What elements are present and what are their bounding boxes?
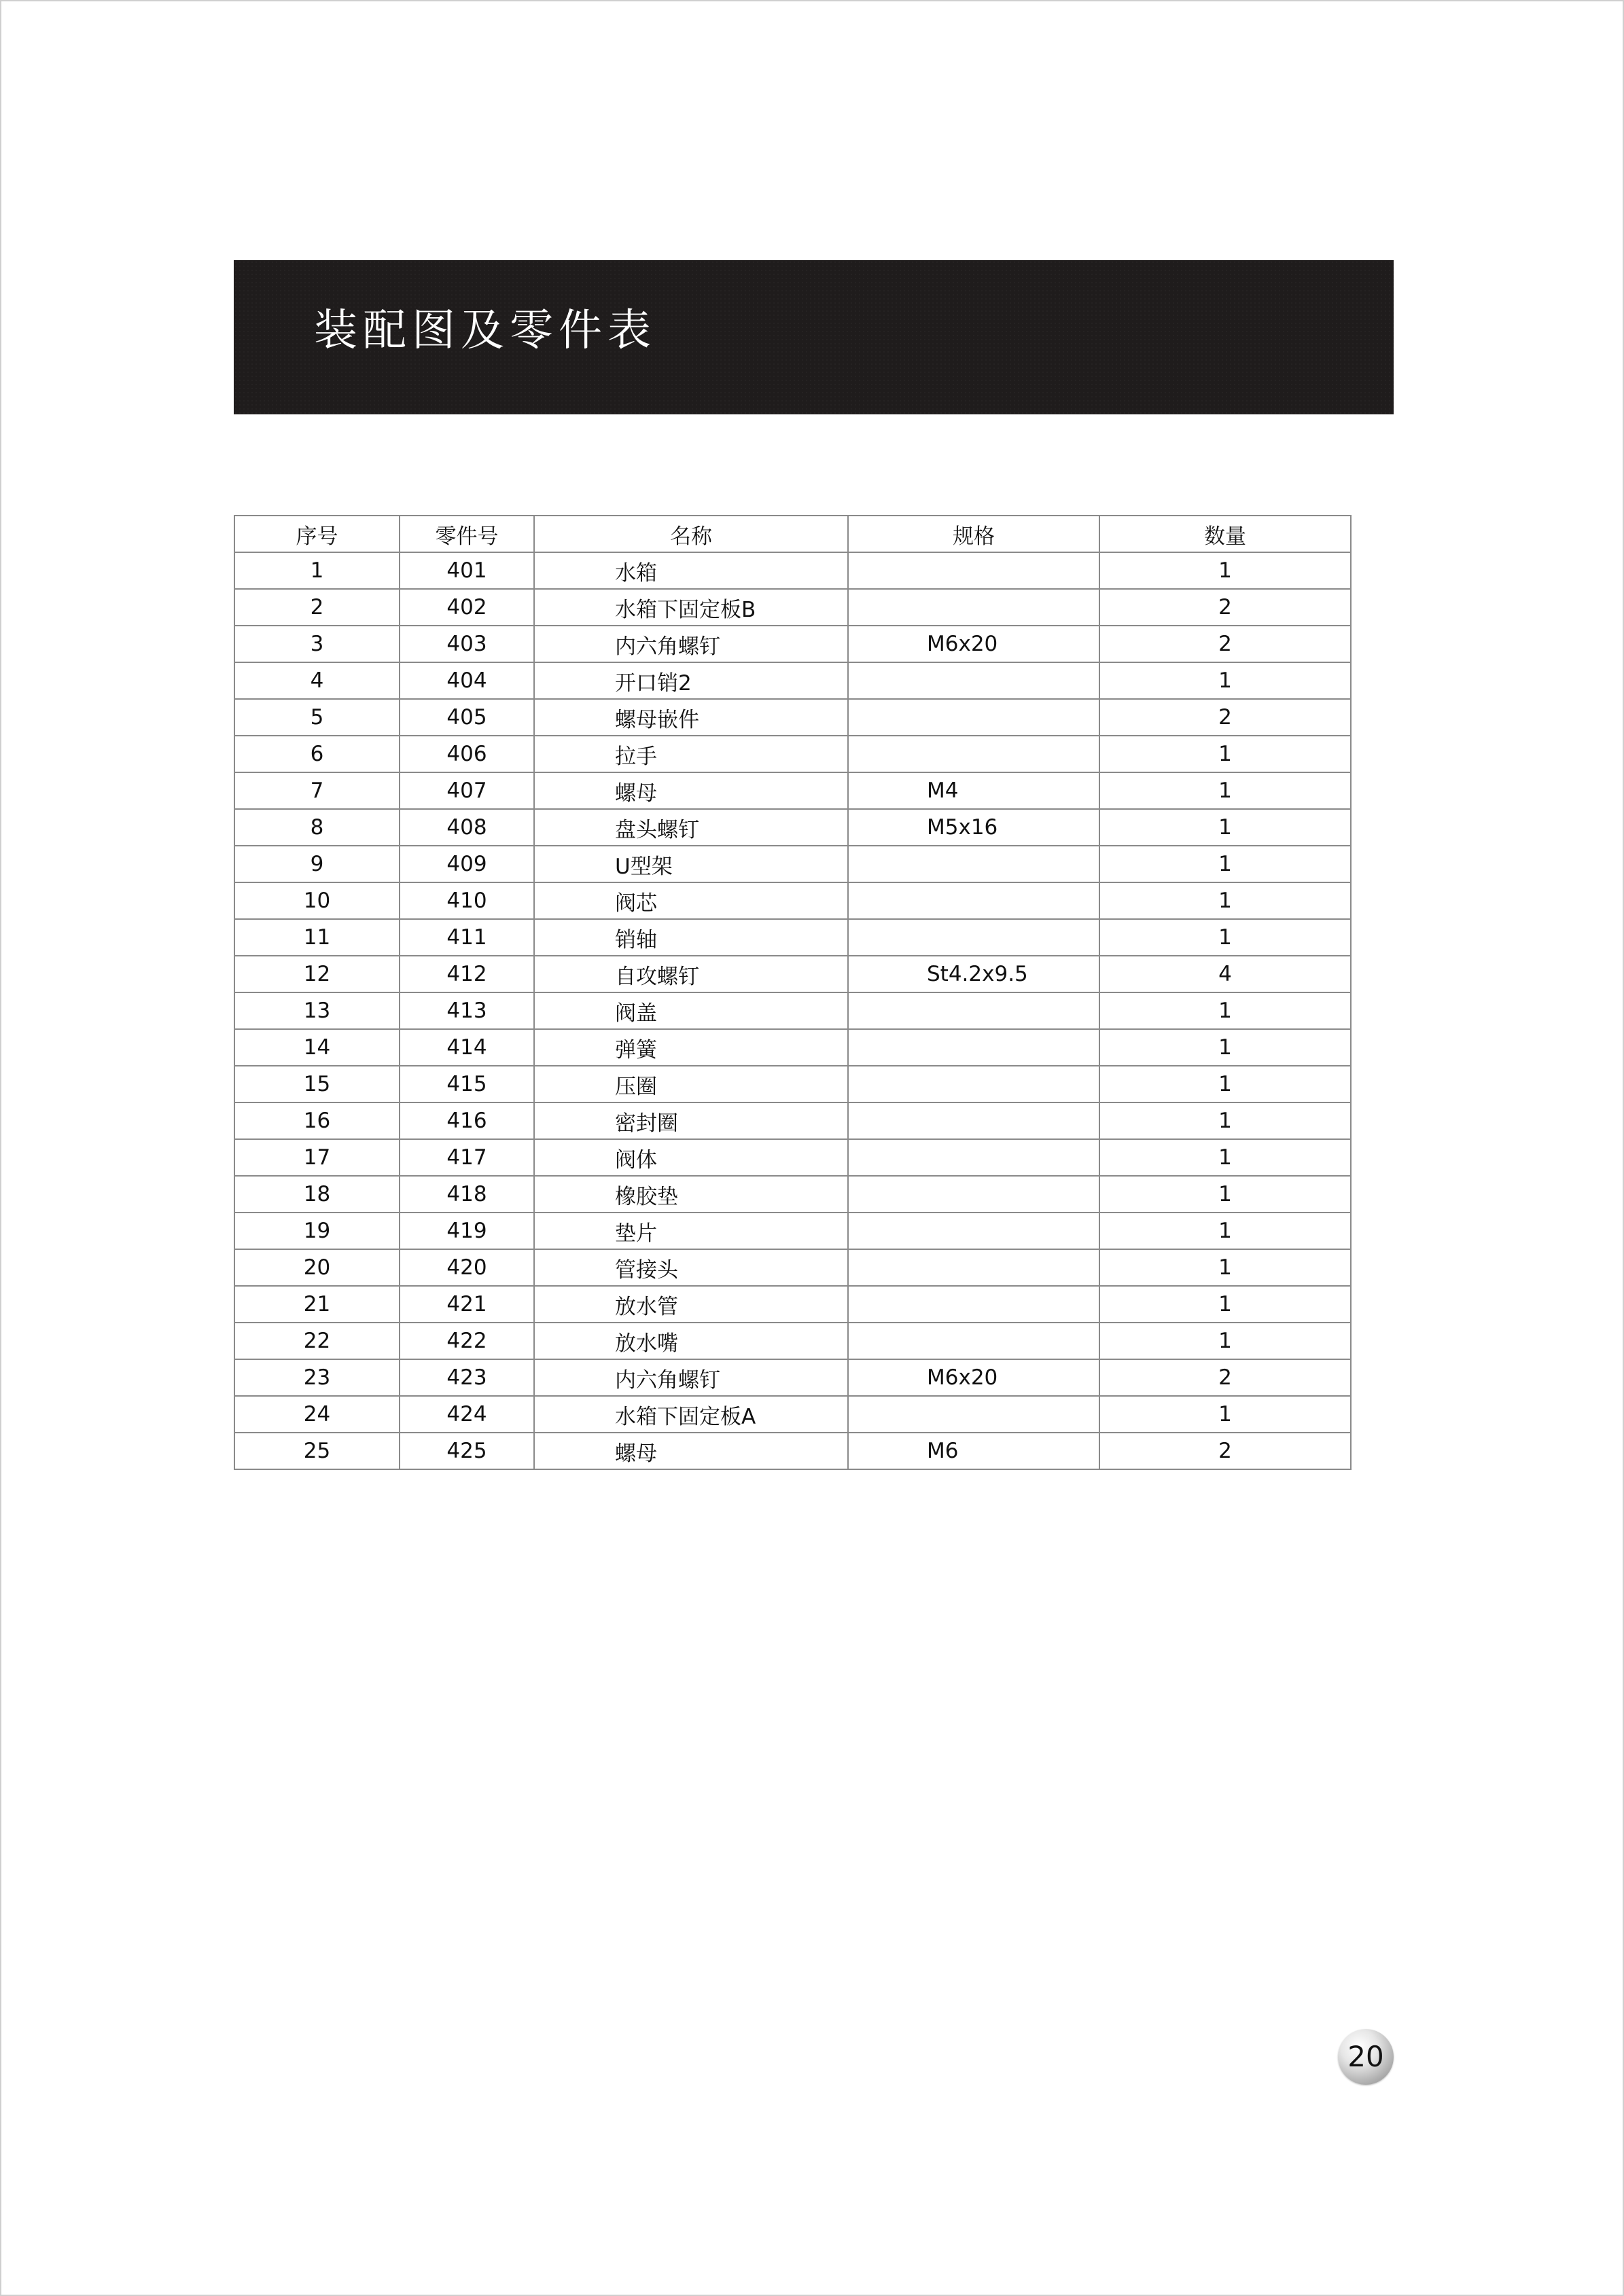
cell-name: 阀体 bbox=[534, 1139, 848, 1176]
page-number: 20 bbox=[1347, 2040, 1384, 2073]
cell-seq: 6 bbox=[234, 736, 400, 772]
cell-quantity: 1 bbox=[1099, 1213, 1351, 1249]
cell-quantity: 1 bbox=[1099, 1286, 1351, 1323]
cell-part-number: 420 bbox=[400, 1249, 534, 1286]
header-part-number: 零件号 bbox=[400, 516, 534, 552]
cell-name: 弹簧 bbox=[534, 1029, 848, 1066]
cell-name: 放水嘴 bbox=[534, 1323, 848, 1359]
table-row bbox=[234, 956, 1351, 992]
cell-name: 内六角螺钉 bbox=[534, 626, 848, 662]
cell-quantity: 1 bbox=[1099, 1029, 1351, 1066]
cell-seq: 7 bbox=[234, 772, 400, 809]
cell-spec bbox=[848, 736, 1099, 772]
header-name: 名称 bbox=[534, 516, 848, 552]
cell-quantity: 1 bbox=[1099, 1176, 1351, 1213]
cell-seq: 4 bbox=[234, 662, 400, 699]
cell-name: 阀芯 bbox=[534, 882, 848, 919]
table-row bbox=[234, 1249, 1351, 1286]
page-title: 装配图及零件表 bbox=[314, 306, 656, 356]
table-header-row bbox=[234, 516, 1351, 552]
cell-spec bbox=[848, 1066, 1099, 1102]
cell-name: 螺母 bbox=[534, 1433, 848, 1469]
cell-part-number: 423 bbox=[400, 1359, 534, 1396]
header-spec: 规格 bbox=[848, 516, 1099, 552]
cell-seq: 18 bbox=[234, 1176, 400, 1213]
table-row bbox=[234, 1139, 1351, 1176]
cell-quantity: 1 bbox=[1099, 1396, 1351, 1433]
cell-spec bbox=[848, 662, 1099, 699]
cell-name: 垫片 bbox=[534, 1213, 848, 1249]
cell-name: U型架 bbox=[534, 846, 848, 882]
cell-spec bbox=[848, 882, 1099, 919]
cell-seq: 20 bbox=[234, 1249, 400, 1286]
cell-quantity: 2 bbox=[1099, 1433, 1351, 1469]
cell-part-number: 401 bbox=[400, 552, 534, 589]
cell-part-number: 404 bbox=[400, 662, 534, 699]
cell-quantity: 1 bbox=[1099, 809, 1351, 846]
cell-name: 阀盖 bbox=[534, 992, 848, 1029]
cell-seq: 3 bbox=[234, 626, 400, 662]
cell-part-number: 417 bbox=[400, 1139, 534, 1176]
cell-name: 水箱下固定板B bbox=[534, 589, 848, 626]
table-row bbox=[234, 1066, 1351, 1102]
cell-seq: 24 bbox=[234, 1396, 400, 1433]
cell-seq: 19 bbox=[234, 1213, 400, 1249]
cell-quantity: 1 bbox=[1099, 552, 1351, 589]
cell-spec bbox=[848, 1249, 1099, 1286]
cell-spec bbox=[848, 589, 1099, 626]
cell-part-number: 414 bbox=[400, 1029, 534, 1066]
cell-part-number: 405 bbox=[400, 699, 534, 736]
cell-name: 螺母 bbox=[534, 772, 848, 809]
table-row bbox=[234, 1176, 1351, 1213]
cell-name: 开口销2 bbox=[534, 662, 848, 699]
cell-quantity: 1 bbox=[1099, 1102, 1351, 1139]
cell-part-number: 416 bbox=[400, 1102, 534, 1139]
cell-part-number: 403 bbox=[400, 626, 534, 662]
cell-part-number: 409 bbox=[400, 846, 534, 882]
table-row bbox=[234, 1029, 1351, 1066]
cell-part-number: 415 bbox=[400, 1066, 534, 1102]
cell-quantity: 1 bbox=[1099, 1323, 1351, 1359]
cell-part-number: 422 bbox=[400, 1323, 534, 1359]
cell-spec bbox=[848, 846, 1099, 882]
parts-table-body bbox=[234, 552, 1351, 1469]
cell-quantity: 1 bbox=[1099, 1249, 1351, 1286]
cell-spec bbox=[848, 1323, 1099, 1359]
table-row bbox=[234, 809, 1351, 846]
cell-quantity: 1 bbox=[1099, 1066, 1351, 1102]
title-banner bbox=[234, 260, 1394, 414]
cell-part-number: 402 bbox=[400, 589, 534, 626]
table-row bbox=[234, 992, 1351, 1029]
table-row bbox=[234, 626, 1351, 662]
cell-spec: M6x20 bbox=[848, 626, 1099, 662]
cell-seq: 16 bbox=[234, 1102, 400, 1139]
cell-spec: M6 bbox=[848, 1433, 1099, 1469]
table-row bbox=[234, 1213, 1351, 1249]
cell-quantity: 4 bbox=[1099, 956, 1351, 992]
cell-quantity: 2 bbox=[1099, 626, 1351, 662]
cell-spec: M4 bbox=[848, 772, 1099, 809]
cell-spec bbox=[848, 1286, 1099, 1323]
cell-seq: 22 bbox=[234, 1323, 400, 1359]
cell-spec bbox=[848, 919, 1099, 956]
cell-quantity: 1 bbox=[1099, 772, 1351, 809]
cell-name: 水箱下固定板A bbox=[534, 1396, 848, 1433]
cell-seq: 2 bbox=[234, 589, 400, 626]
cell-seq: 21 bbox=[234, 1286, 400, 1323]
table-row bbox=[234, 919, 1351, 956]
cell-part-number: 421 bbox=[400, 1286, 534, 1323]
cell-quantity: 1 bbox=[1099, 992, 1351, 1029]
cell-seq: 15 bbox=[234, 1066, 400, 1102]
header-seq: 序号 bbox=[234, 516, 400, 552]
cell-name: 销轴 bbox=[534, 919, 848, 956]
table-row bbox=[234, 882, 1351, 919]
page-number-badge bbox=[1338, 2029, 1394, 2085]
table-row bbox=[234, 552, 1351, 589]
cell-seq: 11 bbox=[234, 919, 400, 956]
table-row bbox=[234, 699, 1351, 736]
cell-quantity: 1 bbox=[1099, 1139, 1351, 1176]
cell-name: 盘头螺钉 bbox=[534, 809, 848, 846]
cell-quantity: 1 bbox=[1099, 882, 1351, 919]
cell-spec bbox=[848, 699, 1099, 736]
cell-part-number: 418 bbox=[400, 1176, 534, 1213]
cell-spec bbox=[848, 1213, 1099, 1249]
cell-seq: 12 bbox=[234, 956, 400, 992]
cell-spec bbox=[848, 1139, 1099, 1176]
cell-name: 压圈 bbox=[534, 1066, 848, 1102]
cell-seq: 10 bbox=[234, 882, 400, 919]
cell-spec bbox=[848, 1102, 1099, 1139]
cell-part-number: 407 bbox=[400, 772, 534, 809]
cell-part-number: 424 bbox=[400, 1396, 534, 1433]
cell-part-number: 411 bbox=[400, 919, 534, 956]
cell-name: 螺母嵌件 bbox=[534, 699, 848, 736]
cell-name: 放水管 bbox=[534, 1286, 848, 1323]
cell-part-number: 425 bbox=[400, 1433, 534, 1469]
cell-quantity: 1 bbox=[1099, 919, 1351, 956]
cell-seq: 8 bbox=[234, 809, 400, 846]
cell-name: 密封圈 bbox=[534, 1102, 848, 1139]
cell-seq: 5 bbox=[234, 699, 400, 736]
table-row bbox=[234, 1323, 1351, 1359]
cell-spec bbox=[848, 552, 1099, 589]
cell-name: 自攻螺钉 bbox=[534, 956, 848, 992]
table-row bbox=[234, 736, 1351, 772]
cell-name: 内六角螺钉 bbox=[534, 1359, 848, 1396]
cell-name: 管接头 bbox=[534, 1249, 848, 1286]
cell-seq: 1 bbox=[234, 552, 400, 589]
table-row bbox=[234, 662, 1351, 699]
header-quantity: 数量 bbox=[1099, 516, 1351, 552]
cell-part-number: 410 bbox=[400, 882, 534, 919]
cell-seq: 13 bbox=[234, 992, 400, 1029]
cell-seq: 14 bbox=[234, 1029, 400, 1066]
cell-seq: 25 bbox=[234, 1433, 400, 1469]
cell-seq: 9 bbox=[234, 846, 400, 882]
cell-spec bbox=[848, 1176, 1099, 1213]
parts-table bbox=[234, 515, 1352, 1470]
table-row bbox=[234, 846, 1351, 882]
cell-name: 拉手 bbox=[534, 736, 848, 772]
cell-name: 水箱 bbox=[534, 552, 848, 589]
cell-seq: 17 bbox=[234, 1139, 400, 1176]
cell-part-number: 408 bbox=[400, 809, 534, 846]
cell-spec bbox=[848, 992, 1099, 1029]
table-row bbox=[234, 1102, 1351, 1139]
cell-quantity: 1 bbox=[1099, 736, 1351, 772]
cell-spec bbox=[848, 1029, 1099, 1066]
cell-quantity: 2 bbox=[1099, 589, 1351, 626]
table-row bbox=[234, 1359, 1351, 1396]
cell-quantity: 2 bbox=[1099, 699, 1351, 736]
cell-name: 橡胶垫 bbox=[534, 1176, 848, 1213]
table-row bbox=[234, 1433, 1351, 1469]
cell-part-number: 419 bbox=[400, 1213, 534, 1249]
cell-part-number: 413 bbox=[400, 992, 534, 1029]
cell-spec: M5x16 bbox=[848, 809, 1099, 846]
cell-part-number: 412 bbox=[400, 956, 534, 992]
table-row bbox=[234, 1396, 1351, 1433]
cell-quantity: 2 bbox=[1099, 1359, 1351, 1396]
cell-spec bbox=[848, 1396, 1099, 1433]
table-row bbox=[234, 772, 1351, 809]
cell-part-number: 406 bbox=[400, 736, 534, 772]
table-row bbox=[234, 589, 1351, 626]
cell-spec: St4.2x9.5 bbox=[848, 956, 1099, 992]
cell-quantity: 1 bbox=[1099, 846, 1351, 882]
cell-spec: M6x20 bbox=[848, 1359, 1099, 1396]
cell-quantity: 1 bbox=[1099, 662, 1351, 699]
table-row bbox=[234, 1286, 1351, 1323]
cell-seq: 23 bbox=[234, 1359, 400, 1396]
